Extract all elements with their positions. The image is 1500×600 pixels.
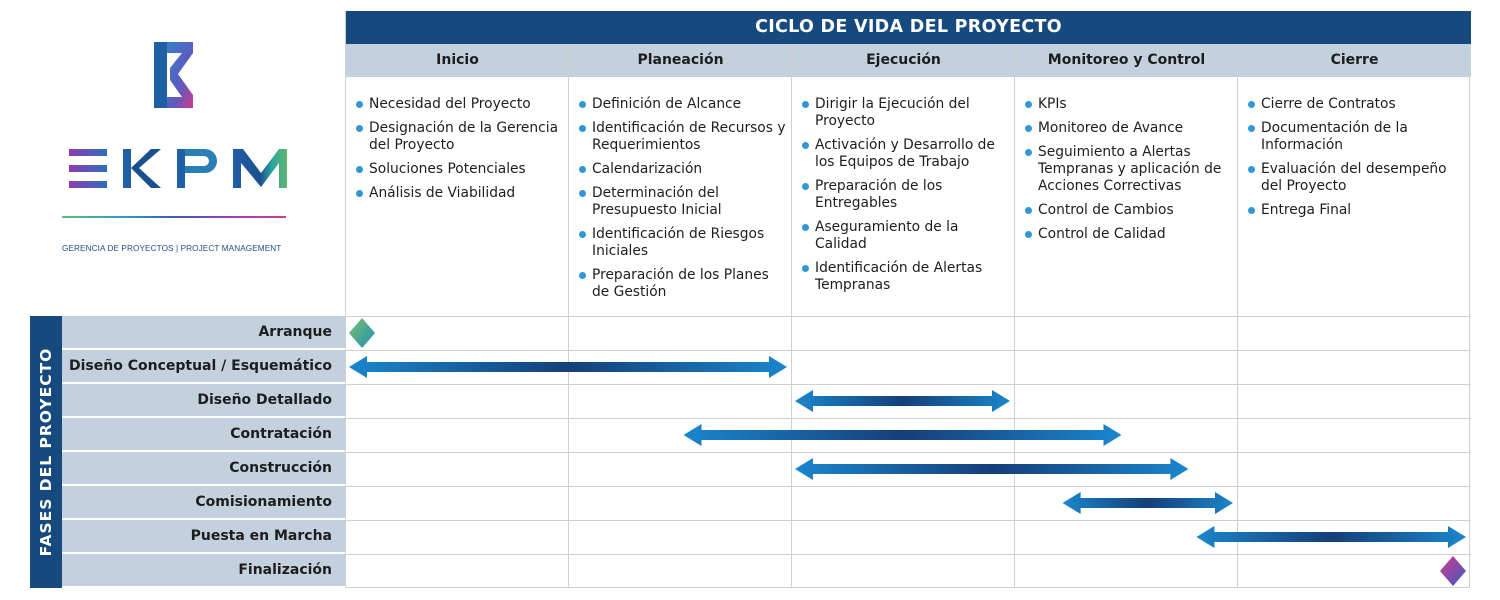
stage-header-monitoreo: Monitoreo y Control (1015, 44, 1238, 77)
phase-span-arrow (684, 424, 1122, 446)
activity-item: Cierre de Contratos (1248, 96, 1465, 113)
activity-item: Control de Calidad (1025, 226, 1232, 243)
activity-item: Entrega Final (1248, 202, 1465, 219)
phase-label-diseno-detallado: Diseño Detallado (62, 384, 345, 417)
phases-title: FASES DEL PROYECTO (37, 347, 55, 557)
activity-item: Designación de la Gerencia del Proyecto (356, 120, 563, 154)
phase-label-arranque: Arranque (62, 316, 345, 349)
activity-item: Documentación de la Información (1248, 120, 1465, 154)
activity-item: Definición de Alcance (579, 96, 786, 113)
activity-item: Análisis de Viabilidad (356, 185, 563, 202)
phase-span-arrow (1063, 492, 1233, 514)
milestone-diamond (1440, 556, 1466, 586)
phase-label-contratacion: Contratación (62, 418, 345, 451)
stage-header-inicio: Inicio (346, 44, 569, 77)
phase-label-diseno-conceptual: Diseño Conceptual / Esquemático (62, 350, 345, 383)
activity-item: Monitoreo de Avance (1025, 120, 1232, 137)
activity-item: Aseguramiento de la Calidad (802, 219, 1009, 253)
phase-span-arrow (795, 458, 1188, 480)
stage-header-cierre: Cierre (1238, 44, 1471, 77)
phase-span-arrow (795, 390, 1010, 412)
activity-item: Evaluación del desempeño del Proyecto (1248, 161, 1465, 195)
activity-item: Activación y Desarrollo de los Equipos de Trabajo (802, 137, 1009, 171)
logo-tagline: GERENCIA DE PROYECTOS | PROJECT MANAGEMENT (62, 244, 282, 253)
stage-header-planeacion: Planeación (569, 44, 792, 77)
phase-label-puesta-en-marcha: Puesta en Marcha (62, 520, 345, 553)
activity-item: Soluciones Potenciales (356, 161, 563, 178)
activity-item: Preparación de los Planes de Gestión (579, 267, 786, 301)
milestone-diamond (349, 318, 375, 348)
activity-item: Identificación de Riesgos Iniciales (579, 226, 786, 260)
stage-header-ejecucion: Ejecución (792, 44, 1015, 77)
lifecycle-title: CICLO DE VIDA DEL PROYECTO (346, 11, 1471, 44)
activity-item: Calendarización (579, 161, 786, 178)
activity-item: KPIs (1025, 96, 1232, 113)
activity-item: Dirigir la Ejecución del Proyecto (802, 96, 1009, 130)
phase-label-comisionamiento: Comisionamiento (62, 486, 345, 519)
activity-item: Identificación de Recursos y Requerimientos (579, 120, 786, 154)
activity-item: Preparación de los Entregables (802, 178, 1009, 212)
phase-span-arrow (349, 356, 787, 378)
activity-item: Identificación de Alertas Tempranas (802, 260, 1009, 294)
activity-item: Necesidad del Proyecto (356, 96, 563, 113)
activity-item: Determinación del Presupuesto Inicial (579, 185, 786, 219)
activity-item: Control de Cambios (1025, 202, 1232, 219)
phase-label-construccion: Construcción (62, 452, 345, 485)
phase-label-finalizacion: Finalización (62, 554, 345, 587)
phase-span-arrow (1196, 526, 1466, 548)
activity-item: Seguimiento a Alertas Tempranas y aplicación de Acciones Correctivas (1025, 144, 1232, 195)
